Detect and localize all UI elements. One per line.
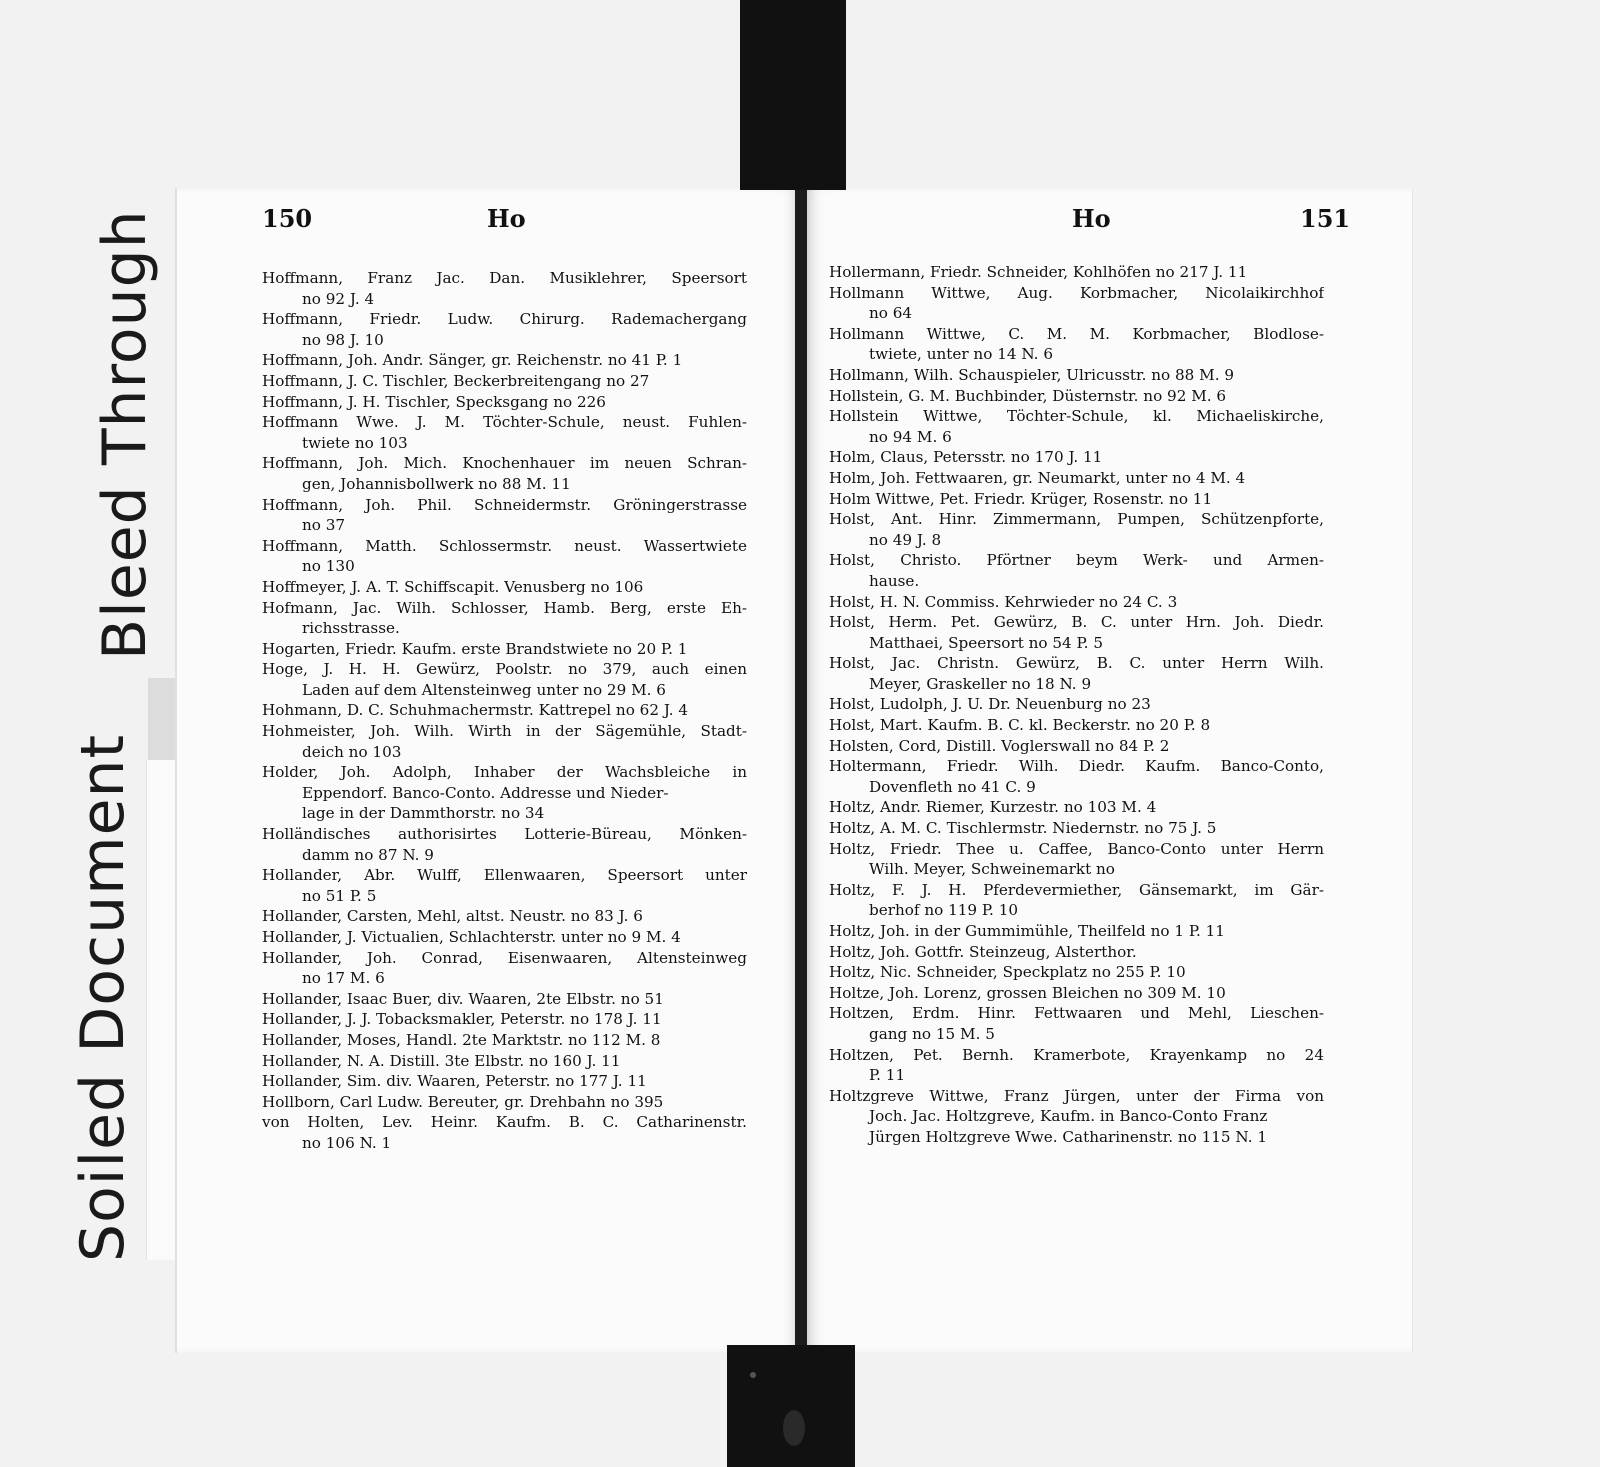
- directory-entry: [829, 1086, 1324, 1127]
- entry-continuation: no 37: [302, 516, 346, 535]
- directory-entry: [262, 989, 747, 1010]
- entry-line: Hoffmann, J. H. Tischler, Specksgang no 226: [262, 392, 606, 411]
- directory-entry: [262, 495, 747, 536]
- directory-entry: [262, 1030, 747, 1051]
- entry-line: Hollander, Isaac Buer, div. Waaren, 2te Elbstr. no 51: [262, 989, 664, 1008]
- entry-continuation: twiete no 103: [302, 433, 408, 452]
- entry-line: Hollander, Moses, Handl. 2te Marktstr. no 112 M. 8: [262, 1030, 661, 1049]
- entry-continuation: twiete, unter no 14 N. 6: [869, 345, 1053, 364]
- clip-mark: [750, 1372, 756, 1378]
- binder-clip-top: [740, 0, 846, 190]
- entry-line: Holst, Christo. Pförtner beym Werk- und Armen-: [829, 551, 1324, 570]
- directory-entry: [829, 962, 1324, 983]
- side-label-bleed-through: Bleed Through: [90, 209, 160, 660]
- entry-line: Hogarten, Friedr. Kaufm. erste Brandstwiete no 20 P. 1: [262, 639, 688, 658]
- entry-continuation: Dovenfleth no 41 C. 9: [869, 777, 1036, 796]
- entry-continuation: deich no 103: [302, 742, 402, 761]
- entry-line: Hohmann, D. C. Schuhmachermstr. Kattrepel no 62 J. 4: [262, 701, 689, 720]
- entry-continuation: no 92 J. 4: [302, 289, 375, 308]
- directory-entry: [829, 509, 1324, 550]
- directory-entry: [829, 818, 1324, 839]
- directory-entry: [262, 1092, 747, 1113]
- directory-entry: [262, 865, 747, 906]
- directory-entry: [262, 350, 747, 371]
- directory-entry: [262, 948, 747, 989]
- entry-continuation: lage in der Dammthorstr. no 34: [302, 804, 545, 823]
- directory-entry: [829, 324, 1324, 365]
- directory-entry: [829, 1045, 1324, 1086]
- entry-line: Holst, H. N. Commiss. Kehrwieder no 24 C. 3: [829, 592, 1178, 611]
- entry-line: Hoffmeyer, J. A. T. Schiffscapit. Venusberg no 106: [262, 577, 644, 596]
- page-number: 150: [262, 204, 313, 233]
- side-label: [30, 0, 160, 1467]
- entry-line: Holst, Jac. Christn. Gewürz, B. C. unter Herrn Wilh.: [829, 654, 1324, 673]
- clip-mark: [783, 1410, 805, 1446]
- entry-continuation: gen, Johannisbollwerk no 88 M. 11: [302, 474, 571, 493]
- directory-entry: [829, 797, 1324, 818]
- directory-entry: [829, 736, 1324, 757]
- entry-continuation: hause.: [869, 571, 920, 590]
- entry-line: Hollmann Wittwe, Aug. Korbmacher, Nicolaikirchhof: [829, 283, 1324, 302]
- entry-line: Hoffmann, Joh. Phil. Schneidermstr. Gröningerstrasse: [262, 495, 747, 514]
- entry-line: Hoffmann, Franz Jac. Dan. Musiklehrer, Speersort: [262, 269, 747, 287]
- directory-entry: [262, 659, 747, 700]
- directory-entry: [262, 412, 747, 453]
- entry-line: Hofmann, Jac. Wilh. Schlosser, Hamb. Berg, erste Eh-: [262, 598, 747, 617]
- directory-entry: [829, 694, 1324, 715]
- entry-line: Hollander, Carsten, Mehl, altst. Neustr. no 83 J. 6: [262, 907, 643, 926]
- entry-continuation: richsstrasse.: [302, 619, 400, 638]
- entry-line: Hollander, J. Victualien, Schlachterstr. unter no 9 M. 4: [262, 928, 681, 946]
- entry-continuation: Laden auf dem Altensteinweg unter no 29 M. 6: [302, 680, 666, 699]
- entry-continuation: Joch. Jac. Holtzgreve, Kaufm. in Banco-Conto Franz: [869, 1107, 1268, 1126]
- entry-line: Hollander, J. J. Tobacksmakler, Peterstr. no 178 J. 11: [262, 1010, 662, 1029]
- entry-line: Holtzen, Erdm. Hinr. Fettwaaren und Mehl, Lieschen-: [829, 1004, 1324, 1023]
- directory-entry: [829, 756, 1324, 797]
- entry-continuation: no 64: [869, 304, 913, 323]
- directory-entry: [829, 839, 1324, 880]
- entry-continuation: Eppendorf. Banco-Conto. Addresse und Nieder-: [302, 783, 669, 802]
- entry-continuation: no 106 N. 1: [302, 1133, 392, 1152]
- directory-entry: [262, 577, 747, 598]
- directory-entry: [829, 983, 1324, 1004]
- directory-entry: [829, 715, 1324, 736]
- directory-entry: [829, 365, 1324, 386]
- directory-entry: [262, 927, 747, 948]
- entry-line: Hollander, Abr. Wulff, Ellenwaaren, Speersort unter: [262, 866, 747, 885]
- entry-line: Holtz, Joh. Gottfr. Steinzeug, Alsterthor.: [829, 942, 1137, 961]
- page-number: 151: [1300, 204, 1351, 233]
- entry-line: Hoffmann Wwe. J. M. Töchter-Schule, neust. Fuhlen-: [262, 413, 747, 432]
- entry-continuation: no 98 J. 10: [302, 330, 384, 349]
- entry-continuation: no 49 J. 8: [869, 530, 942, 549]
- entry-continuation: Matthaei, Speersort no 54 P. 5: [869, 633, 1104, 652]
- entry-continuation: berhof no 119 P. 10: [869, 901, 1019, 920]
- entry-line: Hollermann, Friedr. Schneider, Kohlhöfen no 217 J. 11: [829, 263, 1248, 281]
- directory-entries: [262, 268, 747, 1154]
- entry-line: Hoffmann, Joh. Andr. Sänger, gr. Reichenstr. no 41 P. 1: [262, 351, 683, 370]
- directory-entry: [262, 906, 747, 927]
- directory-entry: [829, 592, 1324, 613]
- entry-line: Holm Wittwe, Pet. Friedr. Krüger, Rosenstr. no 11: [829, 489, 1213, 508]
- entry-continuation: Meyer, Graskeller no 18 N. 9: [869, 674, 1092, 693]
- directory-entry: [262, 803, 747, 824]
- running-head: Ho: [487, 204, 526, 233]
- directory-entry: [829, 942, 1324, 963]
- entry-line: Holtze, Joh. Lorenz, grossen Bleichen no 309 M. 10: [829, 983, 1226, 1002]
- directory-entry: [262, 762, 747, 803]
- entry-line: Holst, Herm. Pet. Gewürz, B. C. unter Hrn. Joh. Diedr.: [829, 613, 1324, 632]
- entry-line: Hollmann Wittwe, C. M. M. Korbmacher, Blodlose-: [829, 324, 1324, 343]
- directory-entry: [262, 309, 747, 350]
- entry-line: Holtermann, Friedr. Wilh. Diedr. Kaufm. Banco-Conto,: [829, 757, 1324, 776]
- directory-entry: [829, 468, 1324, 489]
- entry-continuation: P. 11: [869, 1066, 906, 1085]
- entry-line: Holtzgreve Wittwe, Franz Jürgen, unter der Firma von: [829, 1086, 1324, 1105]
- binder-clip-bottom: [727, 1345, 855, 1467]
- entry-continuation: no 51 P. 5: [302, 886, 377, 905]
- left-page: [175, 188, 799, 1353]
- directory-entry: [829, 921, 1324, 942]
- directory-entry: [829, 653, 1324, 694]
- entry-line: Holtzen, Pet. Bernh. Kramerbote, Krayenkamp no 24: [829, 1045, 1324, 1064]
- entry-continuation: no 94 M. 6: [869, 427, 952, 446]
- entry-line: Holtz, F. J. H. Pferdevermiether, Gänsemarkt, im Gär-: [829, 880, 1324, 899]
- entry-line: Hollander, Joh. Conrad, Eisenwaaren, Altensteinweg: [262, 948, 747, 967]
- directory-entry: [829, 262, 1324, 283]
- entry-continuation: no 130: [302, 557, 355, 576]
- entry-line: Hollmann, Wilh. Schauspieler, Ulricusstr. no 88 M. 9: [829, 365, 1235, 384]
- entry-continuation: gang no 15 M. 5: [869, 1024, 995, 1043]
- entry-line: Hohmeister, Joh. Wilh. Wirth in der Sägemühle, Stadt-: [262, 722, 747, 741]
- entry-line: Hoffmann, Matth. Schlossermstr. neust. Wassertwiete: [262, 536, 747, 555]
- entry-continuation: Jürgen Holtzgreve Wwe. Catharinenstr. no 115 N. 1: [869, 1127, 1268, 1146]
- directory-entry: [829, 550, 1324, 591]
- directory-entry: [829, 1127, 1324, 1148]
- directory-entry: [262, 392, 747, 413]
- entry-line: Holtz, Nic. Schneider, Speckplatz no 255 P. 10: [829, 963, 1186, 982]
- directory-entry: [262, 371, 747, 392]
- tab-sticker: [148, 678, 176, 773]
- directory-entry: [829, 880, 1324, 921]
- entry-line: Holtz, A. M. C. Tischlermstr. Niedernstr. no 75 J. 5: [829, 819, 1217, 838]
- entry-line: Holder, Joh. Adolph, Inhaber der Wachsbleiche in: [262, 763, 747, 782]
- directory-entry: [262, 721, 747, 762]
- side-label-soiled-document: Soiled Document: [68, 733, 138, 1262]
- entry-continuation: damm no 87 N. 9: [302, 845, 434, 864]
- entry-line: Holst, Ant. Hinr. Zimmermann, Pumpen, Schützenpforte,: [829, 510, 1324, 529]
- entry-line: Holm, Joh. Fettwaaren, gr. Neumarkt, unter no 4 M. 4: [829, 468, 1246, 487]
- directory-entry: [829, 283, 1324, 324]
- entry-line: Hoffmann, Friedr. Ludw. Chirurg. Rademachergang: [262, 310, 747, 329]
- entry-line: von Holten, Lev. Heinr. Kaufm. B. C. Catharinenstr.: [262, 1113, 747, 1132]
- right-page: [807, 188, 1413, 1353]
- directory-entry: [262, 639, 747, 660]
- directory-entry: [262, 1051, 747, 1072]
- entry-line: Hollstein Wittwe, Töchter-Schule, kl. Michaeliskirche,: [829, 407, 1324, 426]
- entry-line: Hollander, N. A. Distill. 3te Elbstr. no 160 J. 11: [262, 1051, 621, 1070]
- directory-entry: [262, 268, 747, 309]
- entry-line: Hoge, J. H. H. Gewürz, Poolstr. no 379, auch einen: [262, 660, 747, 679]
- entry-line: Holtz, Andr. Riemer, Kurzestr. no 103 M. 4: [829, 798, 1157, 817]
- running-head: Ho: [1072, 204, 1111, 233]
- entry-line: Holst, Mart. Kaufm. B. C. kl. Beckerstr. no 20 P. 8: [829, 716, 1211, 735]
- entry-continuation: Wilh. Meyer, Schweinemarkt no: [869, 860, 1115, 879]
- entry-line: Holländisches authorisirtes Lotterie-Büreau, Mönken-: [262, 825, 747, 844]
- directory-entry: [262, 536, 747, 577]
- directory-entry: [262, 1009, 747, 1030]
- directory-entry: [262, 824, 747, 865]
- directory-entry: [829, 612, 1324, 653]
- entry-line: Holtz, Friedr. Thee u. Caffee, Banco-Conto unter Herrn: [829, 839, 1324, 858]
- directory-entry: [829, 406, 1324, 447]
- entry-line: Holm, Claus, Petersstr. no 170 J. 11: [829, 448, 1103, 467]
- directory-entries: [829, 262, 1324, 1148]
- directory-entry: [262, 1112, 747, 1153]
- entry-line: Hollander, Sim. div. Waaren, Peterstr. no 177 J. 11: [262, 1072, 647, 1091]
- entry-line: Holsten, Cord, Distill. Voglerswall no 84 P. 2: [829, 736, 1170, 755]
- directory-entry: [829, 386, 1324, 407]
- entry-line: Hoffmann, J. C. Tischler, Beckerbreitengang no 27: [262, 371, 650, 390]
- entry-continuation: no 17 M. 6: [302, 969, 385, 988]
- directory-entry: [829, 1003, 1324, 1044]
- directory-entry: [262, 700, 747, 721]
- directory-entry: [829, 447, 1324, 468]
- entry-line: Holtz, Joh. in der Gummimühle, Theilfeld no 1 P. 11: [829, 922, 1225, 940]
- entry-line: Holst, Ludolph, J. U. Dr. Neuenburg no 23: [829, 695, 1151, 714]
- directory-entry: [262, 1071, 747, 1092]
- directory-entry: [262, 453, 747, 494]
- directory-entry: [262, 598, 747, 639]
- entry-line: Hollstein, G. M. Buchbinder, Düsternstr. no 92 M. 6: [829, 386, 1227, 405]
- entry-line: Hollborn, Carl Ludw. Bereuter, gr. Drehbahn no 395: [262, 1092, 664, 1111]
- directory-entry: [829, 489, 1324, 510]
- entry-line: Hoffmann, Joh. Mich. Knochenhauer im neuen Schran-: [262, 454, 747, 473]
